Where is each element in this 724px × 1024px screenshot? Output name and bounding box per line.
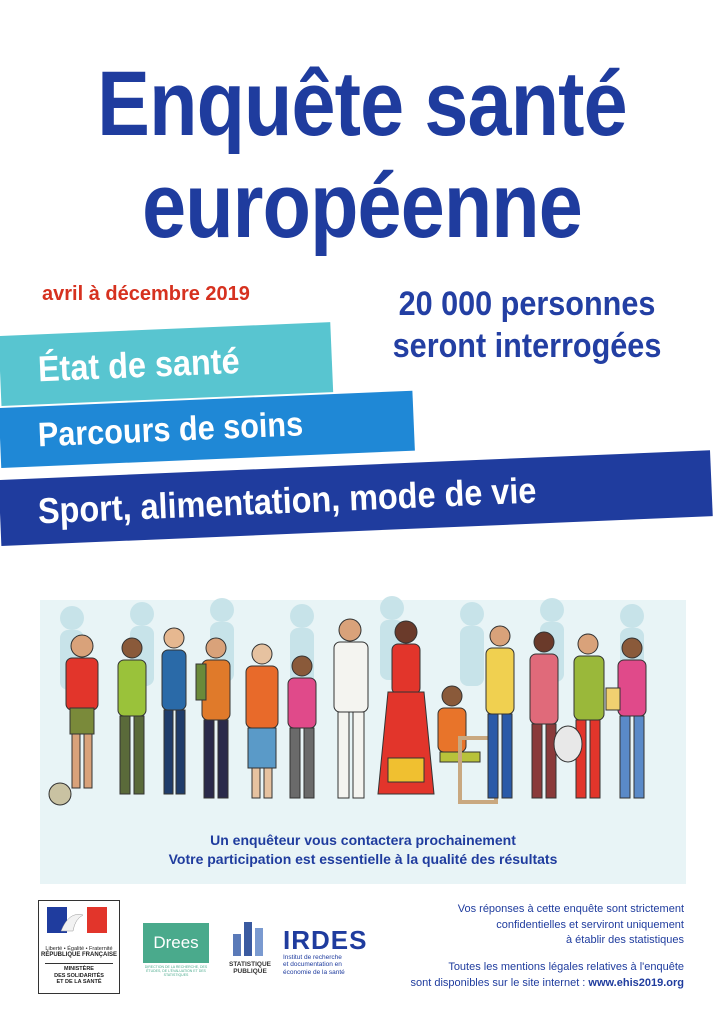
confidentiality-line: Vos réponses à cette enquête sont strictement	[457, 903, 684, 915]
drees-name: Drees	[143, 923, 209, 963]
participation-message: Votre participation est essentielle à la qualité des résultats	[168, 851, 558, 867]
confidentiality-line: confidentielles et serviront uniquement	[496, 918, 684, 931]
confidentiality-line: à établir des statistiques	[565, 934, 684, 947]
legal-mentions-line: Toutes les mentions légales relatives à l'enquête	[448, 961, 684, 973]
republic-name: RÉPUBLIQUE FRANÇAISE	[40, 952, 117, 959]
theme-label: Sport, alimentation, mode de vie	[37, 469, 538, 532]
legal-mentions	[354, 960, 684, 991]
legal-prefix: sont disponibles sur le site internet :	[410, 976, 589, 989]
statistique-publique-logo	[225, 918, 275, 988]
republic-motto: Liberté • Égalité • Fraternité	[45, 946, 113, 952]
theme-band-health-status	[0, 322, 333, 406]
legal-mentions-line-2	[354, 976, 684, 992]
theme-label: État de santé	[37, 339, 241, 390]
person-phone	[606, 638, 646, 798]
statistique-bars-icon	[225, 918, 275, 956]
website-link[interactable]: www.ehis2019.org	[588, 976, 684, 989]
person-backpack	[196, 638, 230, 798]
irdes-subtitle-3: économie de la santé	[283, 968, 345, 976]
drees-logo	[143, 923, 209, 981]
irdes-name: IRDES	[283, 925, 368, 955]
survey-dates: avril à décembre 2019	[42, 283, 250, 305]
republique-francaise-logo	[38, 900, 120, 994]
person-green-shirt	[118, 638, 146, 794]
person-older-woman	[246, 644, 278, 798]
person-red-dress-2	[530, 632, 558, 798]
person-red-shirt	[49, 635, 98, 805]
sp-line-1: STATISTIQUE	[228, 961, 271, 968]
irdes-subtitle-2: et documentation en	[283, 961, 342, 969]
drees-subtitle: DIRECTION DE LA RECHERCHE, DES ÉTUDES, DE L'ÉVALUATION ET DES STATISTIQUES	[144, 965, 208, 978]
title-line-1: Enquête santé	[97, 53, 627, 155]
ministry-line-3: ET DE LA SANTÉ	[56, 978, 102, 985]
persons-caption: seront interrogées	[392, 327, 662, 365]
confidentiality-notice	[354, 902, 684, 949]
theme-label: Parcours de soins	[37, 405, 304, 455]
theme-band-lifestyle	[0, 450, 713, 546]
irdes-subtitle-1: Institut de recherche	[283, 954, 342, 961]
contact-message: Un enquêteur vous contactera prochainement	[210, 832, 516, 848]
person-sportswear	[162, 628, 186, 794]
persons-count: 20 000 personnes	[398, 285, 656, 323]
title-line-2: européenne	[142, 155, 582, 257]
marianne-flag-icon	[39, 901, 119, 941]
person-blue-jeans	[486, 626, 514, 798]
person-white-clothes	[334, 619, 368, 798]
ministry-line-1: MINISTÈRE	[64, 966, 94, 973]
ministry-line-2: DES SOLIDARITÉS	[54, 972, 104, 979]
sp-line-2: PUBLIQUE	[233, 968, 267, 976]
